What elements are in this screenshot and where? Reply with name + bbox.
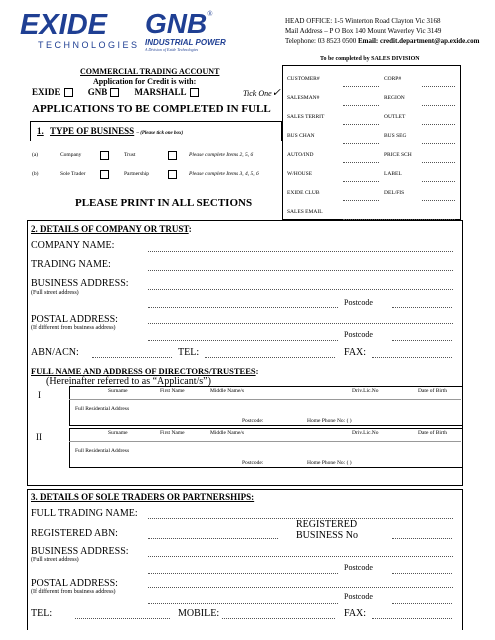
commercial-account-title: COMMERCIAL TRADING ACCOUNT: [80, 67, 220, 76]
company-fax-field[interactable]: [372, 357, 452, 358]
section1-heading: [37, 126, 183, 136]
company-tel-field[interactable]: [205, 357, 335, 358]
section1-number: 1.: [37, 126, 44, 136]
section1-note: – (Please tick one box): [136, 131, 184, 136]
tick-one-label: [243, 86, 281, 99]
director-phone-label: Home Phone No: ( ): [307, 460, 352, 466]
checkbox-sole-trader[interactable]: [100, 170, 109, 179]
sales-field-left[interactable]: [343, 143, 379, 144]
s3-postal-postcode-field[interactable]: [392, 603, 452, 604]
director-firstname-label: First Name: [160, 388, 185, 394]
directors-title-colon: :: [255, 366, 259, 376]
s3-tel-label: TEL:: [31, 608, 53, 619]
s3-business-address-note: (Full street address): [31, 557, 79, 563]
sales-label-left: SALES TERRIT: [287, 114, 325, 120]
company-name-field[interactable]: [148, 251, 453, 252]
s3-mobile-label: MOBILE:: [178, 608, 220, 619]
section2-title-colon: :: [188, 224, 192, 234]
director-phone-label: Home Phone No: ( ): [307, 418, 352, 424]
exide-logo-sub: TECHNOLOGIES: [38, 40, 140, 50]
checkbox-exide[interactable]: [64, 88, 73, 97]
section2-title: [31, 224, 192, 234]
postal-address-field-1[interactable]: [148, 323, 453, 324]
gnb-reg-mark: ®: [207, 10, 213, 18]
director-name-line[interactable]: [69, 399, 461, 400]
row-a-instruction: Please complete Items 2, 5, 6: [189, 152, 254, 158]
s3-tel-field[interactable]: [75, 618, 170, 619]
office-line-2: Mail Address – P O Box 140 Mount Waverley Vic 3149: [285, 27, 442, 35]
full-trading-name-label: FULL TRADING NAME:: [31, 508, 138, 519]
row-b-sole-trader: Sole Trader: [60, 171, 86, 177]
business-type-box: [30, 121, 282, 141]
section1-title: TYPE OF BUSINESS: [50, 126, 135, 136]
sales-label-left: AUTO/IND: [287, 152, 314, 158]
s3-business-postcode-field[interactable]: [392, 573, 452, 574]
option-marshall: MARSHALL: [134, 87, 187, 97]
office-line-1: HEAD OFFICE: 1-5 Winterton Road Clayton Vic 3168: [285, 17, 441, 25]
registered-abn-label: REGISTERED ABN:: [31, 528, 118, 539]
sales-field-right[interactable]: [422, 162, 455, 163]
tick-icon: ✓: [271, 87, 281, 99]
director-licence-label: Driv.Lic.No: [352, 388, 379, 394]
checkbox-gnb[interactable]: [110, 88, 119, 97]
row-b-instruction: Please complete Items 3, 4, 5, 6: [189, 171, 259, 177]
sales-label-left: SALESMAN#: [287, 95, 320, 101]
postal-address-field-2[interactable]: [148, 340, 338, 341]
director-postcode-label: Postcode:: [242, 418, 264, 424]
registered-business-label: [296, 519, 358, 541]
sales-field-left[interactable]: [343, 181, 379, 182]
sales-field-left[interactable]: [343, 105, 379, 106]
business-postcode-field[interactable]: [392, 307, 452, 308]
exide-logo: [20, 9, 140, 54]
sales-label-right: CORP#: [384, 76, 402, 82]
sales-field-left[interactable]: [343, 124, 379, 125]
postal-postcode-label: Postcode: [344, 330, 373, 339]
checkbox-trust[interactable]: [168, 151, 177, 160]
s3-business-address-field-2[interactable]: [148, 573, 338, 574]
s3-postal-address-field-2[interactable]: [148, 603, 338, 604]
sales-label-left: BUS CHAN: [287, 133, 315, 139]
postal-postcode-field[interactable]: [392, 340, 452, 341]
s3-fax-label: FAX:: [344, 608, 367, 619]
director-numeral: II: [36, 432, 42, 442]
abn-acn-field[interactable]: [92, 357, 172, 358]
section3-title: 3. DETAILS OF SOLE TRADERS OR PARTNERSHIPS:: [31, 492, 255, 502]
sales-field-right[interactable]: [422, 86, 455, 87]
director-address-label: Full Residential Address: [75, 406, 130, 412]
application-subtitle: Application for Credit is with:: [93, 77, 197, 86]
registered-business-field[interactable]: [392, 538, 452, 539]
directors-title-text: FULL NAME AND ADDRESS OF DIRECTORS/TRUSTEES: [31, 366, 256, 376]
section2-title-text: 2. DETAILS OF COMPANY OR TRUST: [31, 224, 189, 234]
office-email[interactable]: Email: credit.department@ap.exide.com: [358, 37, 480, 45]
business-address-label: BUSINESS ADDRESS:: [31, 278, 129, 289]
gnb-logo-tagline: A Division of Exide Technologies: [145, 47, 199, 52]
sales-label-right: REGION: [384, 95, 405, 101]
sales-label-right: BUS SEG: [384, 133, 407, 139]
registered-business-line2: BUSINESS No: [296, 530, 358, 541]
gnb-logo-text: GNB: [145, 8, 208, 39]
business-address-note: (Full street address): [31, 290, 79, 296]
registered-abn-field[interactable]: [148, 538, 278, 539]
director-surname-label: Surname: [108, 388, 128, 394]
business-postcode-label: Postcode: [344, 298, 373, 307]
director-middlename-label: Middle Name/s: [210, 388, 245, 394]
s3-postal-address-note: (If different from business address): [31, 589, 116, 595]
director-surname-label: Surname: [108, 430, 128, 436]
company-fax-label: FAX:: [344, 347, 367, 358]
office-telephone: Telephone: 03 8523 0500: [285, 37, 358, 45]
tick-one-text: Tick One: [243, 89, 272, 98]
print-notice: PLEASE PRINT IN ALL SECTIONS: [75, 197, 253, 209]
director-address-label: Full Residential Address: [75, 448, 130, 454]
postal-address-label: POSTAL ADDRESS:: [31, 314, 118, 325]
s3-business-address-field-1[interactable]: [148, 556, 453, 557]
s3-postal-address-label: POSTAL ADDRESS:: [31, 578, 118, 589]
sales-label-right: LABEL: [384, 171, 402, 177]
s3-postal-address-field-1[interactable]: [148, 587, 453, 588]
s3-business-address-label: BUSINESS ADDRESS:: [31, 546, 129, 557]
directors-subtitle: (Hereinafter referred to as “Applicant/s”): [46, 376, 211, 387]
sales-field-left[interactable]: [343, 86, 379, 87]
sales-field-right[interactable]: [422, 124, 455, 125]
director-licence-label: Driv.Lic.No: [352, 430, 379, 436]
sales-field-left[interactable]: [343, 162, 379, 163]
sales-label-left: SALES EMAIL: [287, 209, 323, 215]
checkbox-company[interactable]: [100, 151, 109, 160]
director-firstname-label: First Name: [160, 430, 185, 436]
sales-label-right: PRICE SCH: [384, 152, 412, 158]
sales-label-left: EXIDE CLUB: [287, 190, 320, 196]
director-dob-label: Date of Birth: [418, 388, 448, 394]
exide-logo-text: EXIDE: [20, 9, 108, 41]
director-name-line[interactable]: [69, 441, 461, 442]
gnb-logo: [145, 10, 270, 54]
sales-field-right[interactable]: [422, 105, 455, 106]
director-numeral: I: [38, 390, 41, 400]
sales-field-left[interactable]: [343, 200, 379, 201]
company-options: [32, 87, 202, 97]
sales-field-right[interactable]: [422, 181, 455, 182]
gnb-logo-sub: INDUSTRIAL POWER: [145, 38, 226, 47]
row-b-partnership: Partnership: [124, 171, 150, 177]
sales-field-right[interactable]: [422, 143, 455, 144]
row-a-letter: (a): [32, 152, 39, 158]
head-office-info: [285, 16, 493, 46]
s3-mobile-field[interactable]: [222, 618, 335, 619]
sales-division-heading: To be completed by SALES DIVISION: [320, 56, 420, 62]
sales-label-left: CUSTOMER#: [287, 76, 320, 82]
director-postcode-label: Postcode:: [242, 460, 264, 466]
postal-address-note: (If different from business address): [31, 325, 116, 331]
option-gnb: GNB: [87, 87, 108, 97]
sales-label-left: W/HOUSE: [287, 171, 313, 177]
s3-business-postcode-label: Postcode: [344, 563, 373, 572]
sales-label-right: DEL/FIS: [384, 190, 405, 196]
checkbox-partnership[interactable]: [168, 170, 177, 179]
company-name-label: COMPANY NAME:: [31, 240, 115, 251]
row-a-company: Company: [60, 152, 82, 158]
option-exide: EXIDE: [32, 87, 61, 97]
company-tel-label: TEL:: [178, 347, 200, 358]
row-b-letter: (b): [32, 171, 39, 177]
s3-fax-field[interactable]: [372, 618, 452, 619]
abn-acn-label: ABN/ACN:: [31, 347, 79, 358]
director-middlename-label: Middle Name/s: [210, 430, 245, 436]
sales-field-right[interactable]: [422, 200, 455, 201]
sales-label-right: OUTLET: [384, 114, 406, 120]
registered-business-line1: REGISTERED: [296, 519, 358, 530]
row-a-trust: Trust: [124, 152, 136, 158]
checkbox-marshall[interactable]: [190, 88, 199, 97]
business-address-field-2[interactable]: [148, 307, 338, 308]
s3-postal-postcode-label: Postcode: [344, 592, 373, 601]
director-dob-label: Date of Birth: [418, 430, 448, 436]
applications-notice: APPLICATIONS TO BE COMPLETED IN FULL: [32, 103, 271, 115]
directors-title: [31, 366, 258, 376]
trading-name-field[interactable]: [148, 270, 453, 271]
business-address-field-1[interactable]: [148, 289, 453, 290]
trading-name-label: TRADING NAME:: [31, 259, 111, 270]
office-line-3: [285, 36, 493, 46]
